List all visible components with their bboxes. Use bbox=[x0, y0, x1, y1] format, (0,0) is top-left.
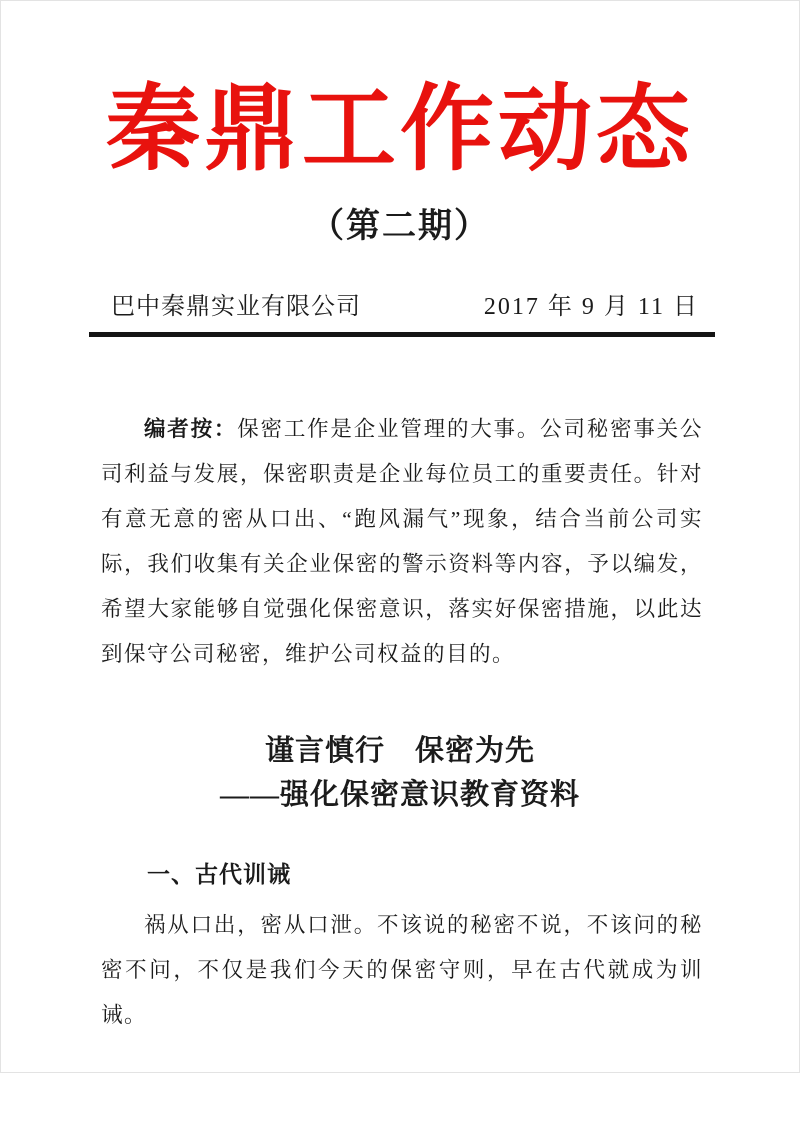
issue-number: （第二期） bbox=[310, 207, 490, 246]
article-title-line2: ——强化保密意识教育资料 bbox=[219, 779, 580, 812]
section-heading-ancient-admonition: 一、古代训诫 bbox=[147, 861, 291, 888]
article-title-line1: 谨言慎行 保密为先 bbox=[264, 735, 535, 768]
document-page bbox=[1, 77, 799, 1148]
newsletter-title: 秦鼎工作动态 bbox=[105, 76, 694, 181]
publish-date: 2017 年 9 月 11 日 bbox=[483, 294, 699, 321]
divider-rule bbox=[89, 332, 715, 337]
article-title bbox=[1, 729, 799, 817]
company-name: 巴中秦鼎实业有限公司 bbox=[111, 293, 361, 321]
section-paragraph: 祸从口出，密从口泄。不该说的秘密不说，不该问的秘密不问，不仅是我们今天的保密守则，早在古代就成为训诫。 bbox=[101, 913, 703, 1028]
editor-note-text: 保密工作是企业管理的大事。公司秘密事关公司利益与发展，保密职责是企业每位员工的重要责任。针对有意无意的密从口出、“跑风漏气”现象，结合当前公司实际，我们收集有关企业保密的警示资料等内容，予以编发，希望大家能够自觉强化保密意识，落实好保密措施，以此达到保守公司秘密，维护公司权益的目的。 bbox=[101, 417, 703, 667]
editor-note-paragraph bbox=[101, 407, 703, 677]
editor-note-label: 编者按： bbox=[144, 417, 238, 442]
publication-meta-row bbox=[111, 286, 699, 321]
